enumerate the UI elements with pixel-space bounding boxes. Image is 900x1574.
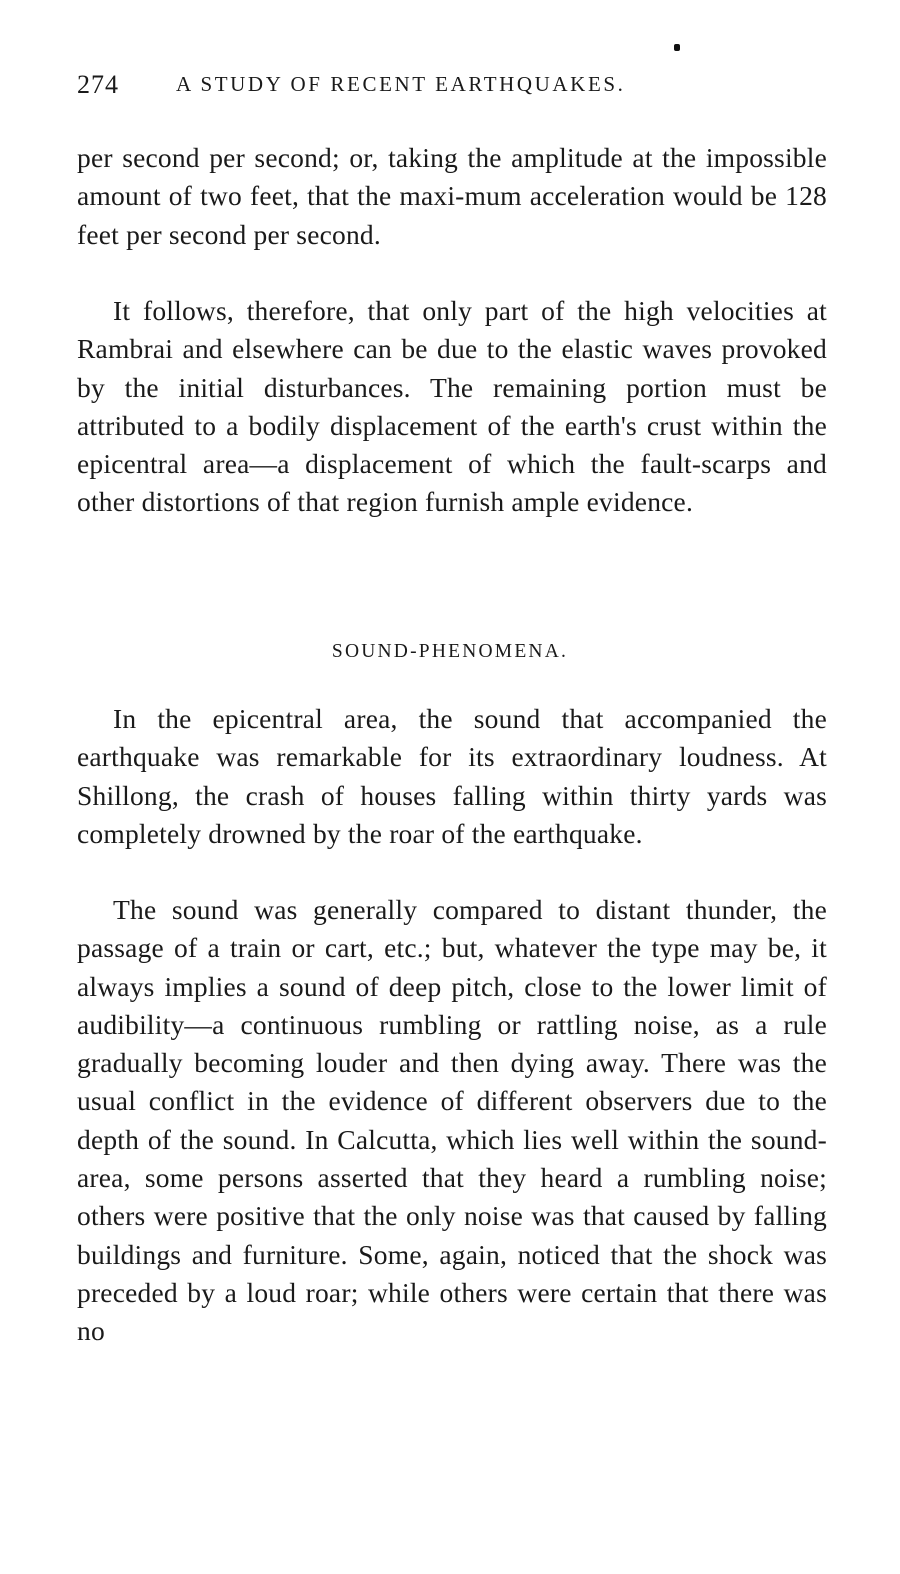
running-head [77, 70, 837, 106]
paragraph-continuation: per second per second; or, taking the amplitude at the impossible amount of two feet, that the maxi-mum acceleration would be 128 feet per second per second. [77, 142, 827, 250]
paragraph-loudness [77, 700, 827, 853]
paragraph-fault-displacement [77, 292, 827, 522]
page-number: 274 [77, 70, 119, 99]
paragraph-text: In the epicentral area, the sound that accompanied the earthquake was remarkable for its extraordinary loudness. At Shillong, the crash of houses falling within thirty yards was completely drowned by the roar of the earthquake. [77, 703, 827, 849]
paragraph-text: It follows, therefore, that only part of the high velocities at Rambrai and elsewhere can be due to the elastic waves provoked by the initial disturbances. The remaining portion must be attributed to a bodily displacement of the earth's crust within the epicentral area—a displacement of which the fault-scarps and other distortions of that region furnish ample evidence. [77, 295, 827, 518]
section-heading: SOUND-PHENOMENA. [331, 641, 569, 662]
running-title: A STUDY OF RECENT EARTHQUAKES. [176, 72, 626, 96]
paragraph-sound-comparison [77, 891, 827, 1351]
paragraph-text: The sound was generally compared to distant thunder, the passage of a train or cart, etc.; but, whatever the type may be, it always implies a sound of deep pitch, close to the lower limit of audibility—a continuous rumbling or rattling noise, as a rule gradually becoming louder and then dying away. There was the usual conflict in the evidence of different observers due to the depth of the sound. In Calcutta, which lies well within the sound-area, some persons asserted that they heard a rumbling noise; others were positive that the only noise was that caused by falling buildings and furniture. Some, again, noticed that the shock was preceded by a loud roar; while others were certain that there was no [77, 894, 827, 1347]
ink-speck [674, 44, 680, 51]
